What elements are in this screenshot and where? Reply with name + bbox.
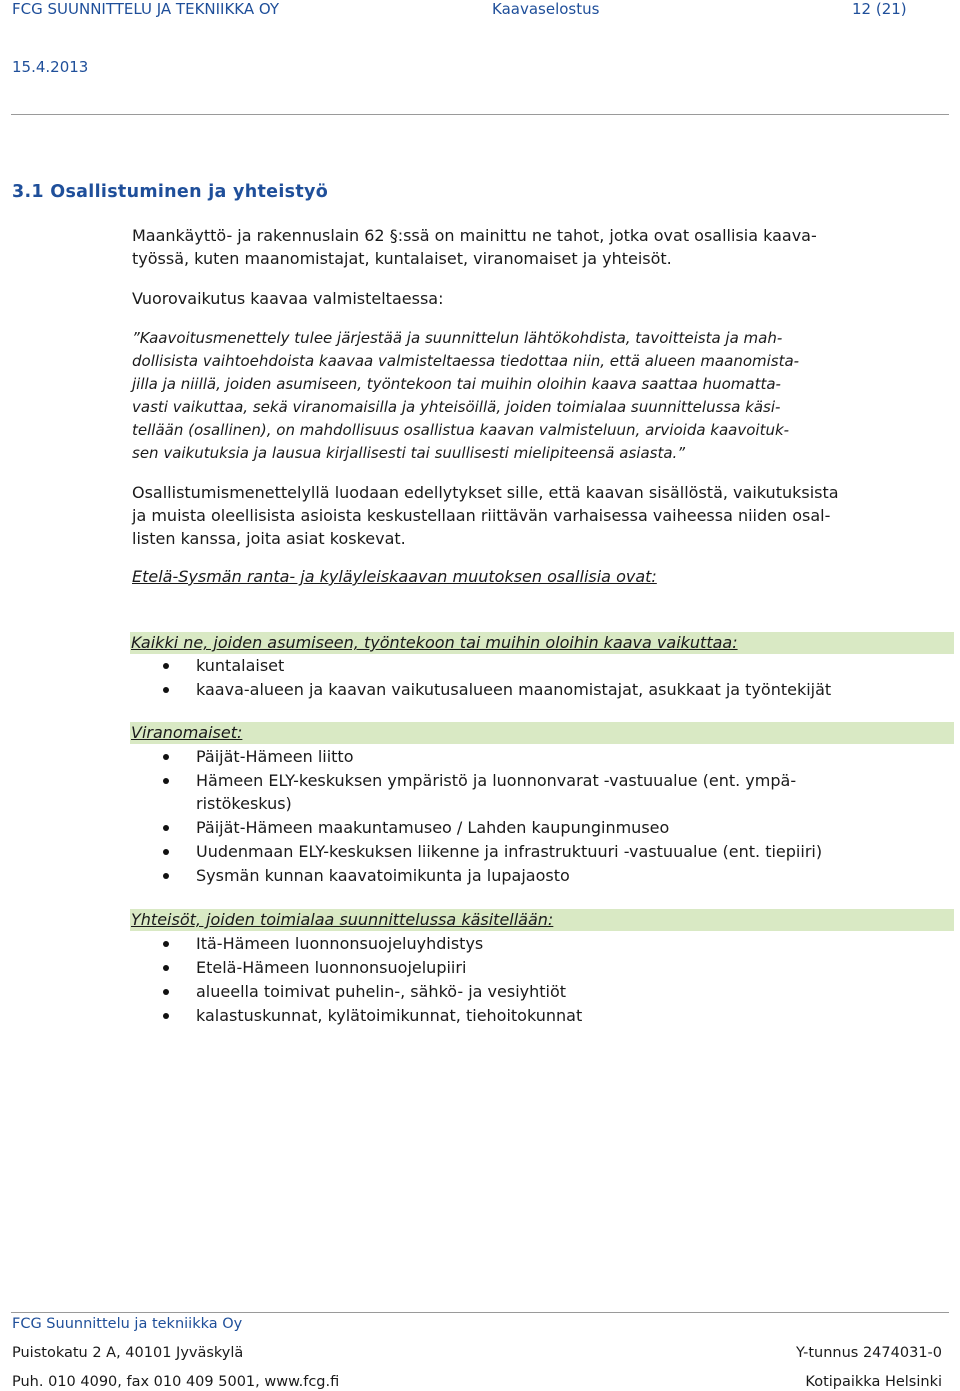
bullet-icon bbox=[163, 687, 169, 693]
list-item: Hämeen ELY-keskuksen ympäristö ja luonnonvarat -vastuualue (ent. ympä- bbox=[196, 771, 797, 790]
group-band bbox=[130, 722, 954, 744]
list-item: kuntalaiset bbox=[196, 656, 285, 675]
header-page-number: 12 (21) bbox=[852, 0, 907, 18]
header-rule bbox=[11, 114, 949, 115]
participation-line: ja muista oleellisista asioista keskustellaan riittävän varhaisessa vaiheessa niiden osal- bbox=[132, 506, 831, 525]
footer-domicile: Kotipaikka Helsinki bbox=[805, 1374, 942, 1390]
footer-address: Puistokatu 2 A, 40101 Jyväskylä bbox=[12, 1345, 244, 1361]
list-item: Itä-Hämeen luonnonsuojeluyhdistys bbox=[196, 934, 484, 953]
footer-contact: Puh. 010 4090, fax 010 409 5001, www.fcg.fi bbox=[12, 1374, 340, 1390]
intro-line: työssä, kuten maanomistajat, kuntalaiset, viranomaiset ja yhteisöt. bbox=[132, 249, 672, 268]
section-heading: 3.1 Osallistuminen ja yhteistyö bbox=[12, 182, 329, 202]
header-date: 15.4.2013 bbox=[12, 58, 89, 76]
quote-line: tellään (osallinen), on mahdollisuus osallistua kaavan valmisteluun, arvioida kaavoituk- bbox=[132, 421, 790, 439]
quote-line: jilla ja niillä, joiden asumiseen, työntekoon tai muihin oloihin kaava saattaa huomatta- bbox=[132, 375, 781, 393]
group-title: Viranomaiset: bbox=[131, 723, 243, 742]
bullet-icon bbox=[163, 663, 169, 669]
group-title: Kaikki ne, joiden asumiseen, työntekoon tai muihin oloihin kaava vaikuttaa: bbox=[131, 633, 738, 652]
header-doc-title: Kaavaselostus bbox=[492, 0, 600, 18]
list-item: Sysmän kunnan kaavatoimikunta ja lupajaosto bbox=[196, 866, 570, 885]
group-title: Yhteisöt, joiden toimialaa suunnittelussa käsitellään: bbox=[131, 910, 554, 929]
stakeholders-heading: Etelä-Sysmän ranta- ja kyläyleiskaavan muutoksen osallisia ovat: bbox=[132, 567, 657, 586]
participation-line: listen kanssa, joita asiat koskevat. bbox=[132, 529, 406, 548]
footer-rule bbox=[11, 1312, 949, 1313]
bullet-icon bbox=[163, 965, 169, 971]
list-item-continuation: ristökeskus) bbox=[196, 794, 292, 813]
bullet-icon bbox=[163, 873, 169, 879]
list-item: kaava-alueen ja kaavan vaikutusalueen maanomistajat, asukkaat ja työntekijät bbox=[196, 680, 832, 699]
bullet-icon bbox=[163, 778, 169, 784]
list-item: Päijät-Hämeen maakuntamuseo / Lahden kaupunginmuseo bbox=[196, 818, 670, 837]
quote-line: dollisista vaihtoehdoista kaavaa valmisteltaessa tiedottaa niin, että alueen maanomista- bbox=[132, 352, 800, 370]
quote-line: sen vaikutuksia ja lausua kirjallisesti tai suullisesti mielipiteensä asiasta.” bbox=[132, 444, 686, 462]
list-item: Päijät-Hämeen liitto bbox=[196, 747, 354, 766]
footer-business-id: Y-tunnus 2474031-0 bbox=[795, 1345, 942, 1361]
bullet-icon bbox=[163, 825, 169, 831]
participation-line: Osallistumismenettelyllä luodaan edellytykset sille, että kaavan sisällöstä, vaikutuksista bbox=[132, 483, 839, 502]
list-item: Etelä-Hämeen luonnonsuojelupiiri bbox=[196, 958, 467, 977]
interaction-label: Vuorovaikutus kaavaa valmisteltaessa: bbox=[132, 289, 444, 308]
intro-line: Maankäyttö- ja rakennuslain 62 §:ssä on mainittu ne tahot, jotka ovat osallisia kaava- bbox=[132, 226, 817, 245]
quote-line: ”Kaavoitusmenettely tulee järjestää ja suunnittelun lähtökohdista, tavoitteista ja mah- bbox=[132, 329, 783, 347]
quote-line: vasti vaikuttaa, sekä viranomaisilla ja yhteisöillä, joiden toimialaa suunnittelussa käsi- bbox=[132, 398, 781, 416]
header-company: FCG SUUNNITTELU JA TEKNIIKKA OY bbox=[12, 0, 280, 18]
footer-company: FCG Suunnittelu ja tekniikka Oy bbox=[12, 1316, 243, 1332]
bullet-icon bbox=[163, 989, 169, 995]
list-item: kalastuskunnat, kylätoimikunnat, tiehoitokunnat bbox=[196, 1006, 583, 1025]
bullet-icon bbox=[163, 849, 169, 855]
list-item: alueella toimivat puhelin-, sähkö- ja vesiyhtiöt bbox=[196, 982, 567, 1001]
bullet-icon bbox=[163, 1013, 169, 1019]
bullet-icon bbox=[163, 941, 169, 947]
bullet-icon bbox=[163, 754, 169, 760]
list-item: Uudenmaan ELY-keskuksen liikenne ja infrastruktuuri -vastuualue (ent. tiepiiri) bbox=[196, 842, 823, 861]
